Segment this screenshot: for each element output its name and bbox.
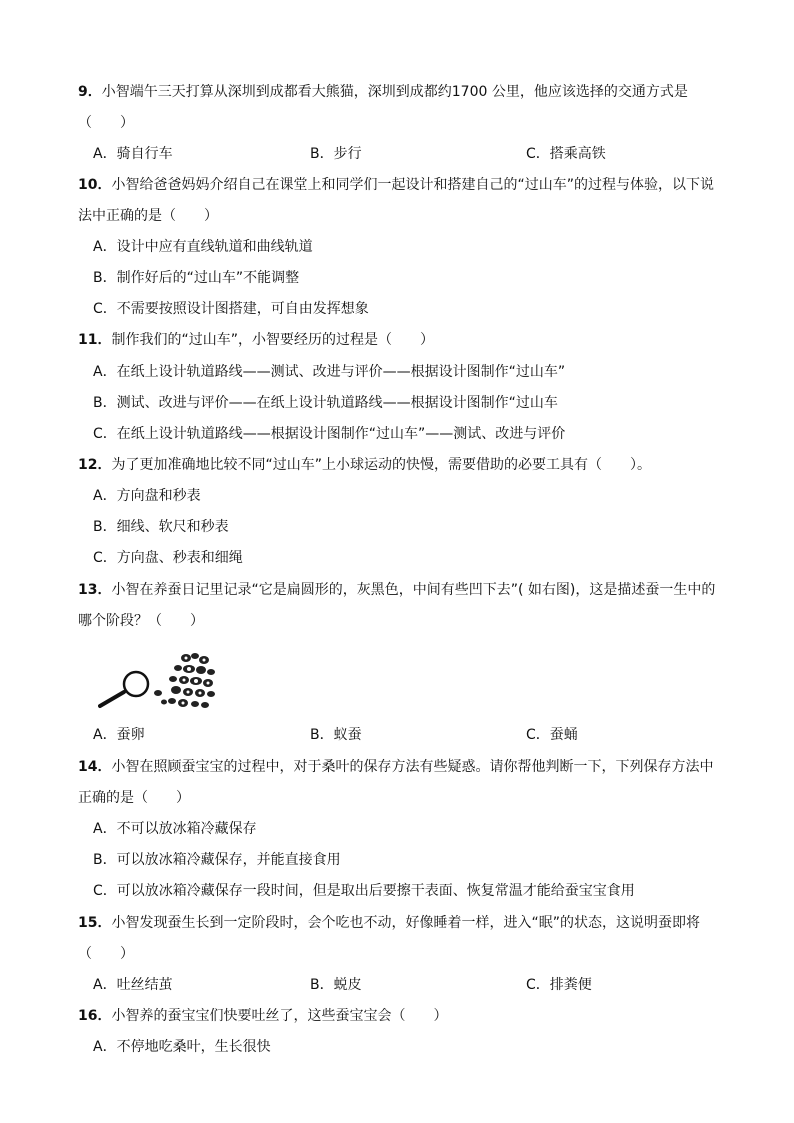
option-b[interactable]: B．蚁蚕 <box>310 727 362 743</box>
silkworm-eggs-magnifier-image <box>98 648 220 714</box>
question-11-option-a[interactable]: A．在纸上设计轨道路线——测试、改进与评价——根据设计图制作“过山车” <box>93 364 566 380</box>
option-a[interactable]: A．吐丝结茧 <box>93 977 173 993</box>
option-c[interactable]: C．搭乘高铁 <box>526 146 606 162</box>
option-b[interactable]: B．步行 <box>310 146 362 162</box>
question-14-option-a[interactable]: A．不可以放冰箱冷藏保存 <box>93 821 257 837</box>
question-10-line-1: 10．小智给爸爸妈妈介绍自己在课堂上和同学们一起设计和搭建自己的“过山车”的过程与体验，以下说 <box>78 177 714 193</box>
question-10-option-b[interactable]: B．制作好后的“过山车”不能调整 <box>93 270 300 286</box>
question-13-options <box>93 725 753 745</box>
question-11-line-1: 11．制作我们的“过山车”，小智要经历的过程是（ ） <box>78 332 434 348</box>
option-b[interactable]: B．蜕皮 <box>310 977 362 993</box>
question-14-option-b[interactable]: B．可以放冰箱冷藏保存，并能直接食用 <box>93 852 341 868</box>
question-15-line-1: 15．小智发现蚕生长到一定阶段时，会个吃也不动，好像睡着一样，进入“眠”的状态，这说明蚕即将 <box>78 915 700 931</box>
question-12-option-c[interactable]: C．方向盘、秒表和细绳 <box>93 550 243 566</box>
option-a[interactable]: A．骑自行车 <box>93 146 173 162</box>
question-number: 15． <box>78 915 112 931</box>
question-16-line-1: 16．小智养的蚕宝宝们快要吐丝了，这些蚕宝宝会（ ） <box>78 1008 448 1024</box>
question-number: 12． <box>78 457 112 473</box>
question-number: 11． <box>78 332 112 348</box>
question-14-option-c[interactable]: C．可以放冰箱冷藏保存一段时间，但是取出后要擦干表面、恢复常温才能给蚕宝宝食用 <box>93 883 635 899</box>
question-14-line-1: 14．小智在照顾蚕宝宝的过程中，对于桑叶的保存方法有些疑惑。请你帮他判断一下，下列保存方法中 <box>78 759 714 775</box>
magnifier-icon <box>100 672 148 706</box>
question-12-line-1: 12．为了更加准确地比较不同“过山车”上小球运动的快慢，需要借助的必要工具有（ ）。 <box>78 457 651 473</box>
question-number: 16． <box>78 1008 112 1024</box>
question-number: 10． <box>78 177 112 193</box>
question-14-line-2: 正确的是（ ） <box>78 790 190 806</box>
question-16-option-a[interactable]: A．不停地吃桑叶，生长很快 <box>93 1039 271 1055</box>
question-10-option-c[interactable]: C．不需要按照设计图搭建，可自由发挥想象 <box>93 301 369 317</box>
question-number: 9． <box>78 84 102 100</box>
option-c[interactable]: C．蚕蛹 <box>526 727 578 743</box>
question-11-option-b[interactable]: B．测试、改进与评价——在纸上设计轨道路线——根据设计图制作“过山车 <box>93 395 558 411</box>
question-13-line-1: 13．小智在养蚕日记里记录“它是扁圆形的，灰黑色，中间有些凹下去”( 如右图)，这是描述蚕一生中的 <box>78 582 716 598</box>
question-11-option-c[interactable]: C．在纸上设计轨道路线——根据设计图制作“过山车”——测试、改进与评价 <box>93 426 566 442</box>
question-number: 13． <box>78 582 112 598</box>
question-15-options <box>93 975 753 995</box>
question-10-line-2: 法中正确的是（ ） <box>78 208 218 224</box>
question-12-option-a[interactable]: A．方向盘和秒表 <box>93 488 201 504</box>
question-13-line-2: 哪个阶段？（ ） <box>78 613 204 629</box>
question-number: 14． <box>78 759 112 775</box>
question-12-option-b[interactable]: B．细线、软尺和秒表 <box>93 519 229 535</box>
question-9-options <box>93 144 753 164</box>
option-c[interactable]: C．排粪便 <box>526 977 592 993</box>
question-9-line-2: （ ） <box>78 115 134 131</box>
option-a[interactable]: A．蚕卵 <box>93 727 145 743</box>
question-15-line-2: （ ） <box>78 946 134 962</box>
question-10-option-a[interactable]: A．设计中应有直线轨道和曲线轨道 <box>93 239 313 255</box>
question-9-line-1: 9．小智端午三天打算从深圳到成都看大熊猫，深圳到成都约1700 公里，他应该选择的交通方式是 <box>78 84 688 100</box>
